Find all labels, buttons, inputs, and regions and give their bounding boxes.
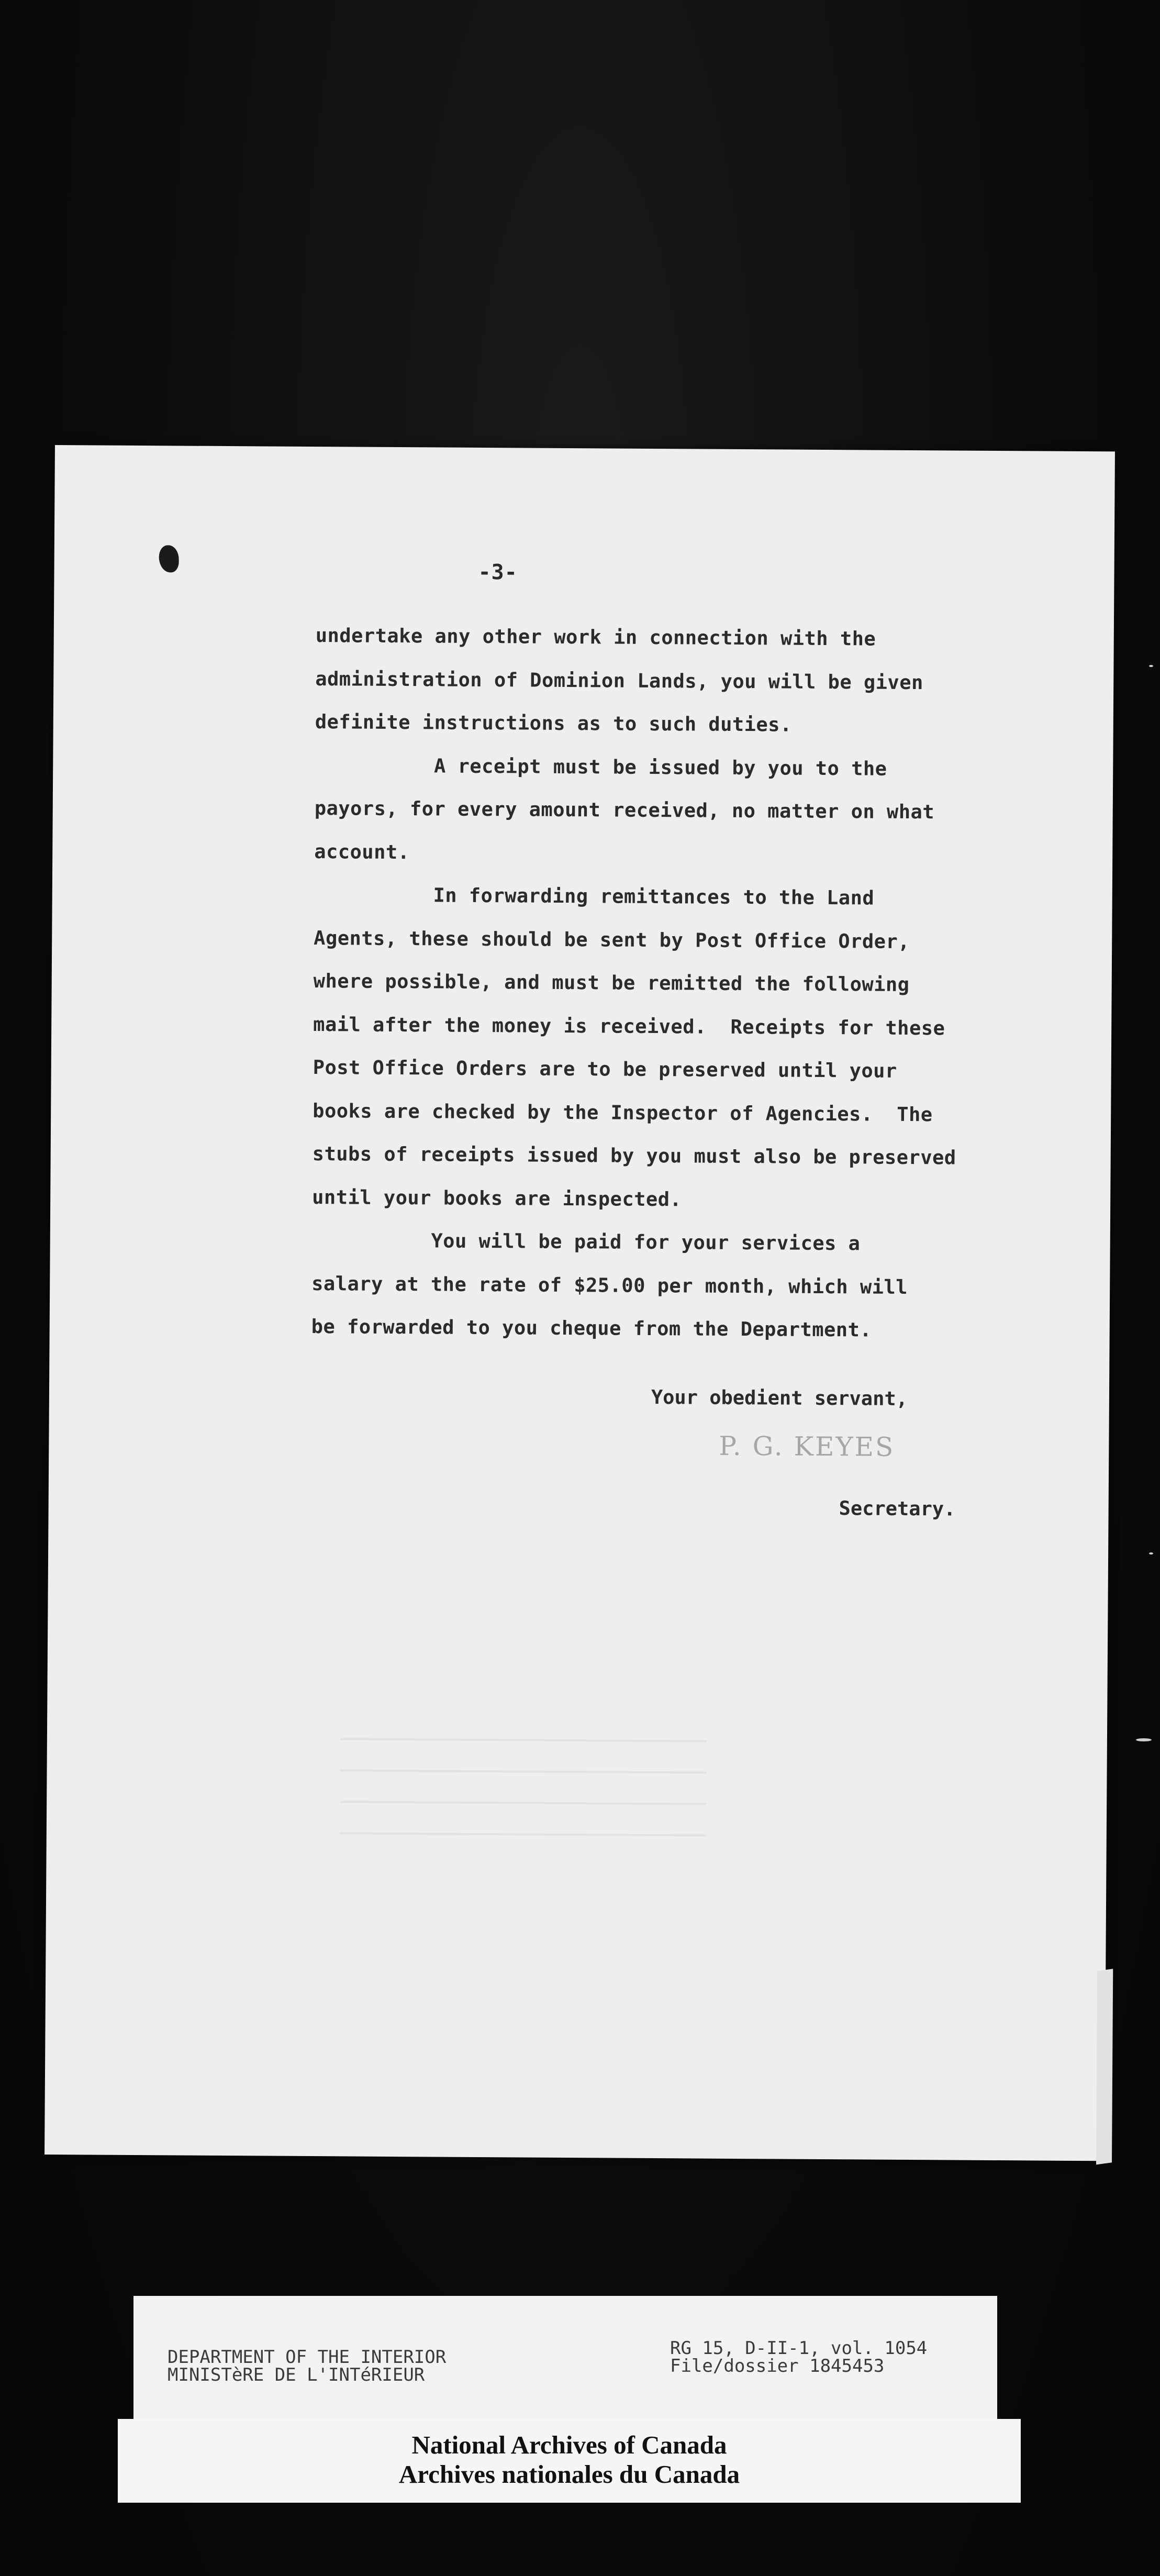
signature-stamp: P. G. KEYES [719, 1430, 895, 1462]
body-line: A receipt must be issued by you to the [315, 753, 887, 780]
body-line: definite instructions as to such duties. [315, 710, 792, 736]
body-line: In forwarding remittances to the Land [314, 883, 875, 909]
archives-name-english: National Archives of Canada [411, 2430, 727, 2459]
body-line: account. [314, 840, 410, 863]
body-line: Post Office Orders are to be preserved until your [313, 1056, 897, 1082]
record-group-reference: RG 15, D-II-1, vol. 1054 [670, 2338, 928, 2359]
letter-body [311, 614, 1111, 1353]
body-line: be forwarded to you cheque from the Department. [311, 1315, 872, 1341]
page-number: -3- [478, 560, 518, 585]
paper-speck [1149, 665, 1153, 667]
body-line: You will be paid for your services a [311, 1229, 861, 1255]
ink-blot-mark [159, 545, 179, 572]
body-line: administration of Dominion Lands, you will be given [315, 667, 923, 694]
closing-salutation: Your obedient servant, [651, 1385, 908, 1410]
letter-page [44, 445, 1115, 2161]
national-archives-banner [118, 2419, 1021, 2503]
paper-speck [1149, 1552, 1153, 1555]
department-block [168, 2348, 446, 2384]
department-french: MINISTèRE DE L'INTéRIEUR [168, 2364, 425, 2385]
archive-reference-label [133, 2296, 997, 2419]
body-line: undertake any other work in connection with the [315, 624, 876, 650]
department-english: DEPARTMENT OF THE INTERIOR [168, 2347, 447, 2368]
body-line: payors, for every amount received, no matter on what [314, 797, 935, 824]
body-line: until your books are inspected. [312, 1185, 682, 1211]
paper-speck [1136, 1738, 1152, 1741]
archives-name-french: Archives nationales du Canada [398, 2460, 740, 2489]
body-line: salary at the rate of $25.00 per month, which will [311, 1272, 908, 1298]
file-number: File/dossier 1845453 [670, 2356, 885, 2377]
body-line: books are checked by the Inspector of Agencies. The [313, 1099, 933, 1126]
body-line: stubs of receipts issued by you must also be preserved [312, 1142, 956, 1169]
body-line: Agents, these should be sent by Post Office Order, [314, 926, 910, 953]
reference-block [670, 2339, 927, 2375]
body-line: mail after the money is received. Receipts for these [313, 1013, 945, 1039]
body-line: where possible, and must be remitted the following [313, 970, 910, 996]
signatory-title: Secretary. [839, 1497, 956, 1520]
bleed-through-shadow [340, 1729, 707, 1836]
